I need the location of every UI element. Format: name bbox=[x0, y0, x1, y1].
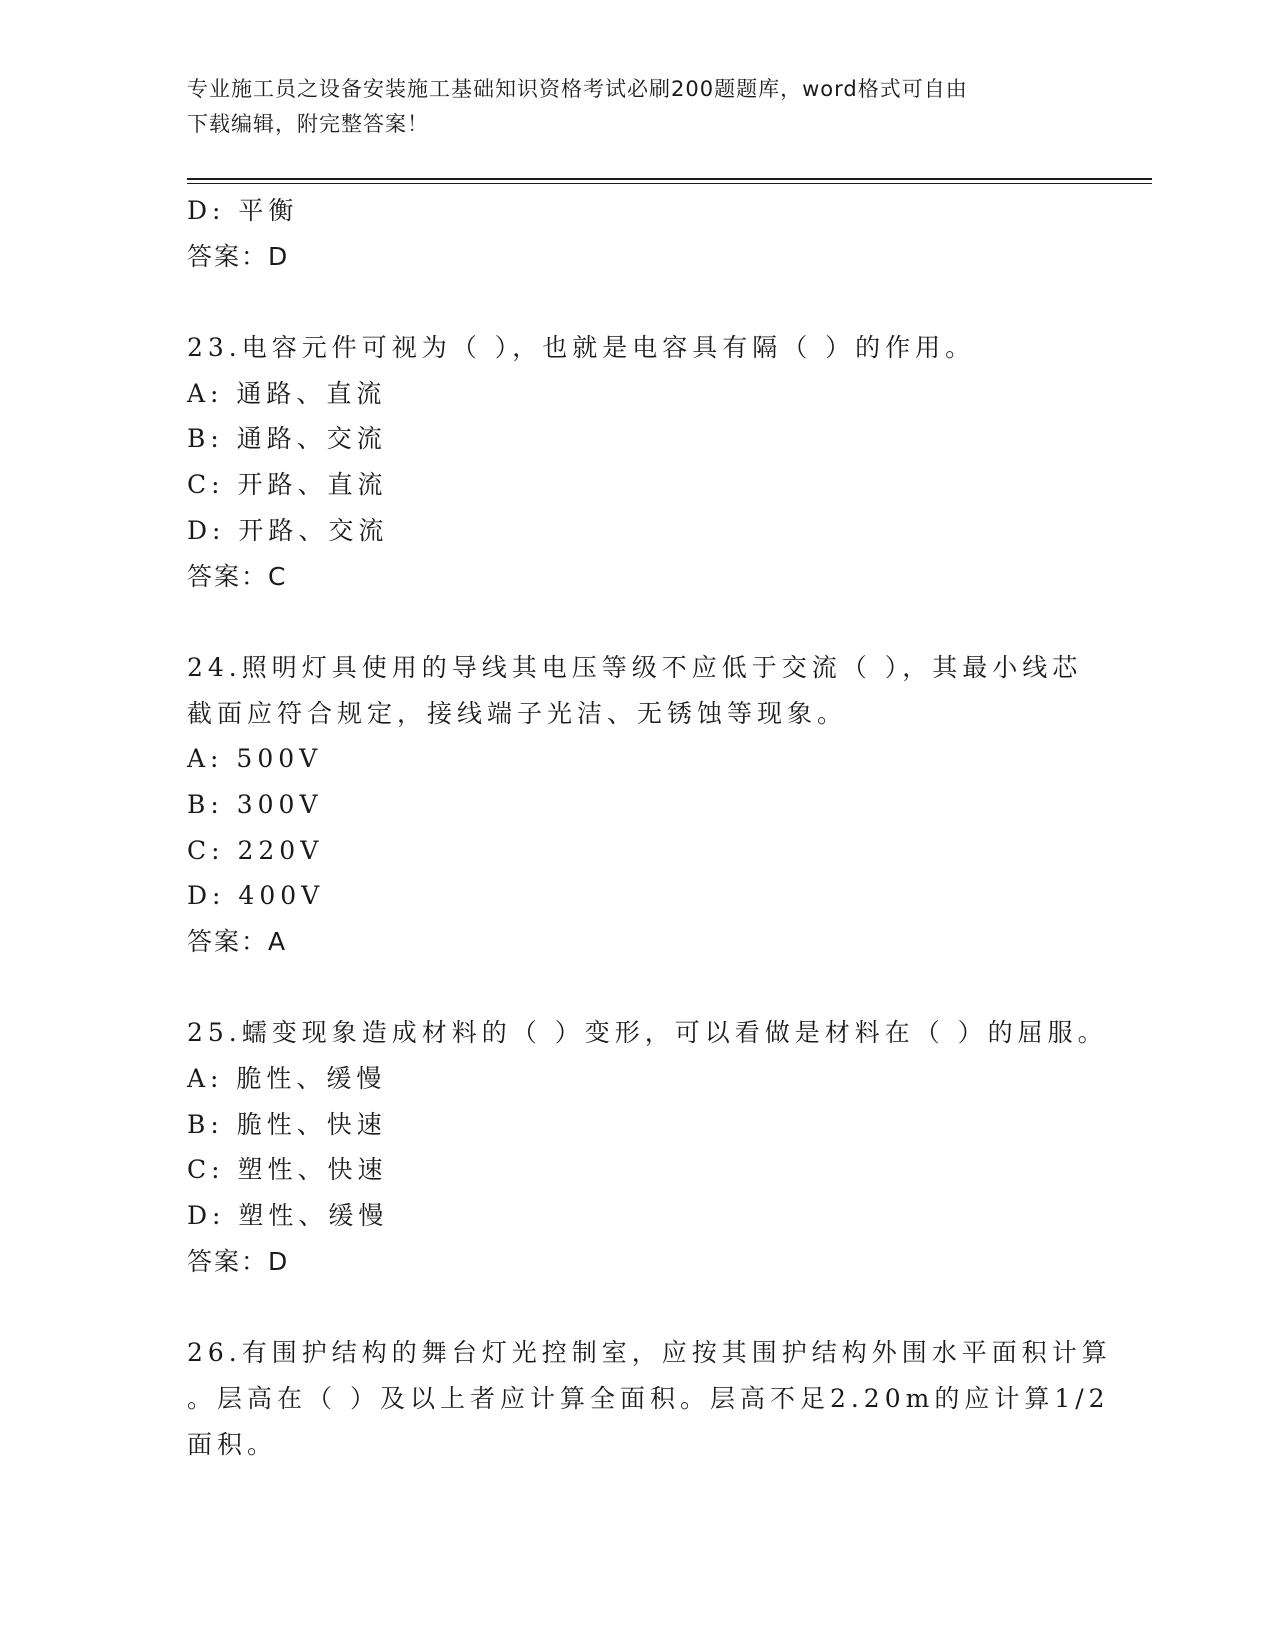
header-rule-thick bbox=[187, 178, 1152, 180]
option-b: B: 脆性、快速 bbox=[187, 1109, 387, 1139]
question-25 bbox=[187, 1010, 1108, 1284]
answer: 答案：D bbox=[187, 241, 290, 271]
question-stem: 23.电容元件可视为（ ），也就是电容具有隔（ ）的作用。 bbox=[187, 333, 976, 363]
header-title-line-1: 专业施工员之设备安装施工基础知识资格考试必刷200题题库，word格式可自由 bbox=[187, 77, 968, 101]
header-title-line-2: 下载编辑，附完整答案！ bbox=[187, 112, 429, 136]
previous-question-tail bbox=[187, 188, 1087, 279]
option-a: A: 通路、直流 bbox=[187, 378, 387, 408]
question-stem-continued: 。层高在（ ）及以上者应计算全面积。层高不足2.20m的应计算1/2 bbox=[187, 1383, 1110, 1413]
answer: 答案：C bbox=[187, 561, 288, 591]
question-26 bbox=[187, 1330, 1112, 1467]
spacer bbox=[187, 599, 1087, 645]
spacer bbox=[187, 965, 1087, 1011]
spacer bbox=[187, 1285, 1087, 1331]
document-body bbox=[187, 188, 1112, 1467]
header-rule-thin bbox=[187, 183, 1152, 184]
option-c: C: 220V bbox=[187, 835, 324, 865]
question-stem: 25.蠕变现象造成材料的（ ）变形，可以看做是材料在（ ）的屈服。 bbox=[187, 1018, 1108, 1048]
answer: 答案：A bbox=[187, 927, 288, 956]
spacer bbox=[187, 279, 1087, 325]
option-a: A: 脆性、缓慢 bbox=[187, 1064, 387, 1094]
option-b: B: 通路、交流 bbox=[187, 424, 387, 454]
option-d: D: 400V bbox=[187, 881, 325, 911]
option-c: C: 塑性、快速 bbox=[187, 1155, 388, 1185]
document-header bbox=[187, 72, 1087, 142]
question-stem-continued: 截面应符合规定，接线端子光洁、无锈蚀等现象。 bbox=[187, 698, 848, 728]
option-d: D: 平衡 bbox=[187, 196, 299, 225]
question-stem: 24.照明灯具使用的导线其电压等级不应低于交流（ ），其最小线芯 bbox=[187, 652, 1083, 682]
question-24 bbox=[187, 645, 1087, 965]
answer: 答案：D bbox=[187, 1246, 290, 1276]
question-23 bbox=[187, 325, 1087, 599]
question-stem-continued: 面积。 bbox=[187, 1429, 278, 1459]
option-d: D: 塑性、缓慢 bbox=[187, 1201, 389, 1231]
option-d: D: 开路、交流 bbox=[187, 515, 389, 545]
question-stem: 26.有围护结构的舞台灯光控制室，应按其围护结构外围水平面积计算 bbox=[187, 1338, 1112, 1368]
option-b: B: 300V bbox=[187, 789, 323, 819]
option-a: A: 500V bbox=[187, 744, 323, 774]
option-c: C: 开路、直流 bbox=[187, 470, 388, 500]
